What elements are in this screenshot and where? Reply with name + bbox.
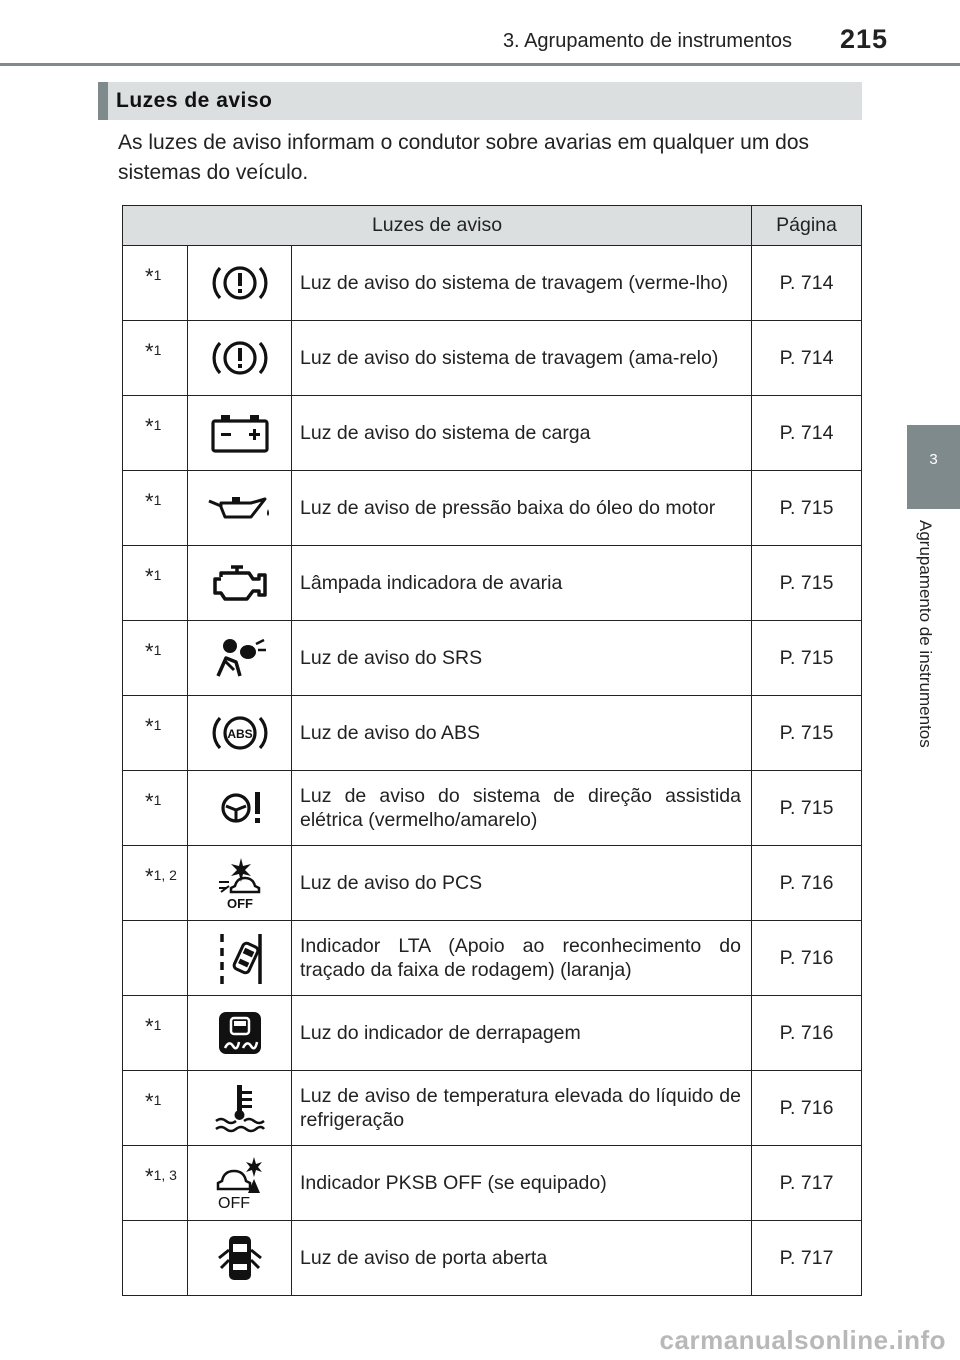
asterisk: * [145, 1014, 154, 1039]
row-page-reference[interactable]: P. 717 [752, 1221, 862, 1296]
table-row [123, 846, 862, 921]
row-description: Luz de aviso do sistema de travagem (ama-relo) [292, 321, 752, 396]
footnote-number: 1 [153, 1092, 162, 1108]
footnote-marker [123, 1071, 188, 1146]
row-page-reference[interactable]: P. 716 [752, 846, 862, 921]
row-description: Lâmpada indicadora de avaria [292, 546, 752, 621]
footnote-number: 1 [153, 567, 162, 583]
row-page-reference[interactable]: P. 714 [752, 321, 862, 396]
warning-lights-table [122, 205, 862, 1296]
asterisk: * [145, 414, 154, 439]
icon-cell [188, 246, 292, 321]
footnote-number: 1 [153, 792, 162, 808]
table-header-lights: Luzes de aviso [123, 206, 752, 246]
footnote-number: 1, 2 [153, 867, 177, 883]
abs-icon [212, 711, 268, 755]
row-page-reference[interactable]: P. 716 [752, 921, 862, 996]
lta-icon [214, 930, 266, 986]
footnote-number: 1 [153, 267, 162, 283]
row-page-reference[interactable]: P. 715 [752, 471, 862, 546]
icon-cell [188, 846, 292, 921]
section-heading [98, 82, 862, 120]
row-description: Luz de aviso de pressão baixa do óleo do motor [292, 471, 752, 546]
asterisk: * [145, 639, 154, 664]
row-description: Indicador PKSB OFF (se equipado) [292, 1146, 752, 1221]
table-row [123, 396, 862, 471]
brake-warning-red-icon [212, 261, 268, 305]
door-open-icon [215, 1232, 265, 1284]
footnote-marker [123, 471, 188, 546]
row-description: Indicador LTA (Apoio ao reconhecimento do traçado da faixa de rodagem) (laranja) [292, 921, 752, 996]
icon-cell [188, 1221, 292, 1296]
asterisk: * [145, 1089, 154, 1114]
row-page-reference[interactable]: P. 715 [752, 771, 862, 846]
footnote-marker [123, 621, 188, 696]
icon-cell [188, 921, 292, 996]
table-header-row [123, 206, 862, 246]
row-description: Luz de aviso do SRS [292, 621, 752, 696]
chapter-side-label [915, 520, 945, 800]
icon-cell [188, 771, 292, 846]
abs-icon-label: ABS [226, 727, 253, 741]
icon-cell [188, 471, 292, 546]
icon-cell [188, 321, 292, 396]
footnote-marker [123, 1221, 188, 1296]
table-row [123, 621, 862, 696]
row-page-reference[interactable]: P. 715 [752, 621, 862, 696]
table-header-page: Página [752, 206, 862, 246]
asterisk: * [145, 264, 154, 289]
row-description: Luz de aviso de temperatura elevada do líquido de refrigeração [292, 1071, 752, 1146]
table-row [123, 546, 862, 621]
footnote-marker [123, 1146, 188, 1221]
footnote-marker [123, 246, 188, 321]
engine-icon [211, 563, 269, 603]
asterisk: * [145, 339, 154, 364]
row-page-reference[interactable]: P. 714 [752, 396, 862, 471]
row-page-reference[interactable]: P. 716 [752, 1071, 862, 1146]
asterisk: * [145, 1164, 154, 1189]
footnote-number: 1 [153, 1017, 162, 1033]
icon-cell [188, 696, 292, 771]
steering-warning-icon [216, 788, 264, 828]
table-row [123, 921, 862, 996]
row-description: Luz de aviso do sistema de travagem (verme-lho) [292, 246, 752, 321]
table-row [123, 1221, 862, 1296]
icon-cell [188, 1146, 292, 1221]
pksb-off-icon-label: OFF [217, 1195, 250, 1211]
watermark-text: carmanualsonline.info [659, 1325, 946, 1355]
section-title: Luzes de aviso [116, 89, 273, 112]
row-page-reference[interactable]: P. 717 [752, 1146, 862, 1221]
table-row [123, 471, 862, 546]
row-page-reference[interactable]: P. 715 [752, 696, 862, 771]
table-row [123, 771, 862, 846]
chapter-tab[interactable] [907, 425, 960, 509]
row-page-reference[interactable]: P. 716 [752, 996, 862, 1071]
asterisk: * [145, 489, 154, 514]
airbag-icon [212, 636, 268, 680]
row-description: Luz de aviso do sistema de carga [292, 396, 752, 471]
table-row [123, 696, 862, 771]
footnote-marker [123, 321, 188, 396]
pcs-off-icon-label: OFF [226, 896, 253, 910]
asterisk: * [145, 714, 154, 739]
asterisk: * [145, 564, 154, 589]
table-row [123, 996, 862, 1071]
icon-cell [188, 1071, 292, 1146]
footnote-marker [123, 996, 188, 1071]
row-description: Luz de aviso do sistema de direção assistida elétrica (vermelho/amarelo) [292, 771, 752, 846]
table-row [123, 321, 862, 396]
footnote-number: 1 [153, 342, 162, 358]
table-row [123, 1146, 862, 1221]
pcs-off-icon [215, 856, 265, 910]
table-row [123, 246, 862, 321]
table-row [123, 1071, 862, 1146]
icon-cell [188, 546, 292, 621]
intro-paragraph: As luzes de aviso informam o condutor sobre avarias em qualquer um dos sistemas do veículo. [118, 131, 810, 184]
footnote-number: 1 [153, 417, 162, 433]
chapter-tab-number: 3 [929, 451, 938, 468]
row-description: Luz de aviso de porta aberta [292, 1221, 752, 1296]
footnote-marker [123, 396, 188, 471]
icon-cell [188, 996, 292, 1071]
asterisk: * [145, 789, 154, 814]
icon-cell [188, 396, 292, 471]
footnote-marker [123, 696, 188, 771]
footnote-marker [123, 921, 188, 996]
page-number: 215 [839, 24, 888, 54]
skid-icon [217, 1010, 263, 1056]
footnote-marker [123, 846, 188, 921]
footnote-marker [123, 546, 188, 621]
row-page-reference[interactable]: P. 714 [752, 246, 862, 321]
footnote-number: 1 [153, 717, 162, 733]
footnote-number: 1, 3 [153, 1167, 177, 1183]
chapter-title: 3. Agrupamento de instrumentos [502, 30, 792, 52]
battery-icon [209, 413, 271, 453]
asterisk: * [145, 864, 154, 889]
footnote-number: 1 [153, 492, 162, 508]
icon-cell [188, 621, 292, 696]
footnote-marker [123, 771, 188, 846]
pksb-off-icon [214, 1155, 266, 1211]
chapter-side-label-text: Agrupamento de instrumentos [916, 520, 935, 748]
page-header [0, 0, 960, 66]
row-description: Luz do indicador de derrapagem [292, 996, 752, 1071]
footnote-number: 1 [153, 642, 162, 658]
row-description: Luz de aviso do PCS [292, 846, 752, 921]
row-description: Luz de aviso do ABS [292, 696, 752, 771]
row-page-reference[interactable]: P. 715 [752, 546, 862, 621]
coolant-temp-icon [212, 1083, 268, 1133]
oil-can-icon [207, 493, 273, 523]
brake-warning-amber-icon [212, 336, 268, 380]
